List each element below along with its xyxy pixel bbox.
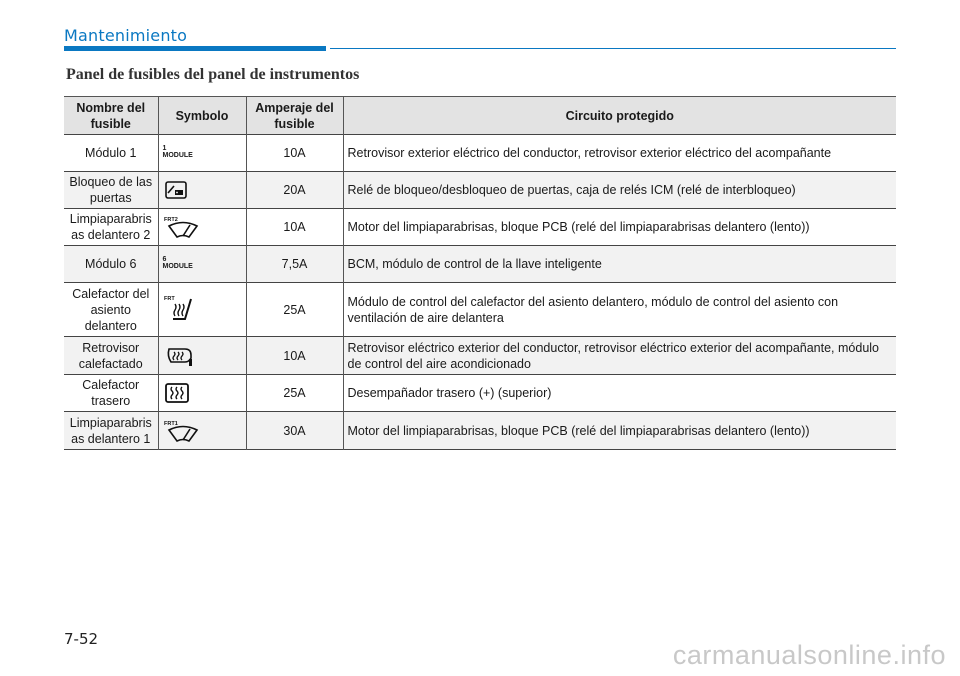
fuse-name: Retrovisor calefactado	[78, 340, 143, 371]
fuse-symbol	[158, 375, 246, 412]
door-lock-icon	[163, 179, 189, 201]
table-row	[64, 209, 896, 246]
fuse-symbol	[158, 283, 246, 337]
page-heading: Panel de fusibles del panel de instrumentos	[66, 66, 360, 83]
fuse-name: Bloqueo de las puertas	[69, 175, 153, 205]
fuse-symbol	[158, 209, 246, 246]
fuse-name: Limpiaparabris as delantero 2	[69, 212, 152, 242]
table-row	[64, 412, 896, 450]
front-wiper-icon	[163, 214, 199, 240]
front-wiper-icon	[163, 418, 199, 444]
watermark: carmanualsonline.info	[672, 640, 946, 670]
fuse-circuit: Relé de bloqueo/desbloqueo de puertas, caja de relés ICM (relé de interbloqueo)	[343, 172, 896, 209]
fuse-name: Calefactor trasero	[82, 378, 140, 408]
fuse-name: Limpiaparabris as delantero 1	[69, 415, 152, 446]
fuse-circuit: Motor del limpiaparabrisas, bloque PCB (relé del limpiaparabrisas delantero (lento))	[343, 412, 896, 450]
fuse-amperage: 25A	[246, 283, 343, 337]
fuse-amperage: 20A	[246, 172, 343, 209]
seat-heater-icon	[163, 293, 199, 327]
fuse-amperage: 10A	[246, 135, 343, 172]
page-number: 7-52	[64, 630, 99, 648]
table-row	[64, 172, 896, 209]
fuse-circuit: Desempañador trasero (+) (superior)	[343, 375, 896, 412]
table-row	[64, 283, 896, 337]
fuse-amperage: 10A	[246, 337, 343, 375]
column-header-circuit: Circuito protegido	[343, 97, 896, 135]
fuse-amperage: 10A	[246, 209, 343, 246]
fuse-symbol	[158, 246, 246, 283]
module-icon: 1 MODULE	[162, 145, 193, 159]
column-header-name: Nombre del fusible	[76, 100, 146, 131]
rear-defroster-icon	[163, 381, 191, 405]
fuse-name: Calefactor del asiento delantero	[72, 286, 150, 333]
seat-heater-label: FRT	[163, 295, 175, 302]
fuse-circuit: Motor del limpiaparabrisas, bloque PCB (relé del limpiaparabrisas delantero (lento))	[343, 209, 896, 246]
fuse-amperage: 25A	[246, 375, 343, 412]
fuse-symbol	[158, 412, 246, 450]
header-rule-thick	[64, 46, 326, 51]
fuse-table	[64, 96, 896, 450]
fuse-amperage: 7,5A	[246, 246, 343, 283]
fuse-amperage: 30A	[246, 412, 343, 450]
fuse-symbol	[158, 337, 246, 375]
column-header-symbol: Symbolo	[158, 97, 246, 135]
section-title: Mantenimiento	[64, 26, 188, 45]
fuse-symbol	[158, 135, 246, 172]
wiper-label: FRT2	[163, 217, 178, 223]
table-row	[64, 337, 896, 375]
fuse-circuit: Retrovisor eléctrico exterior del conductor, retrovisor eléctrico exterior del acompañante, módulo de control del aire acondicionado	[343, 337, 896, 375]
mirror-heater-icon	[163, 344, 197, 368]
wiper-label: FRT1	[163, 420, 178, 427]
table-row	[64, 135, 896, 172]
table-header-row	[64, 97, 896, 135]
table-row	[64, 375, 896, 412]
table-row	[64, 246, 896, 283]
fuse-symbol	[158, 172, 246, 209]
fuse-circuit: Módulo de control del calefactor del asiento delantero, módulo de control del asiento con ventilación de aire delantera	[343, 283, 896, 337]
fuse-name: Módulo 6	[85, 257, 137, 271]
column-header-amperage: Amperaje del fusible	[246, 97, 343, 135]
fuse-circuit: BCM, módulo de control de la llave inteligente	[343, 246, 896, 283]
fuse-name: Módulo 1	[85, 146, 137, 160]
module-icon: 6 MODULE	[162, 256, 193, 270]
header-rule-thin	[330, 48, 896, 49]
fuse-circuit: Retrovisor exterior eléctrico del conductor, retrovisor exterior eléctrico del acompañante	[343, 135, 896, 172]
